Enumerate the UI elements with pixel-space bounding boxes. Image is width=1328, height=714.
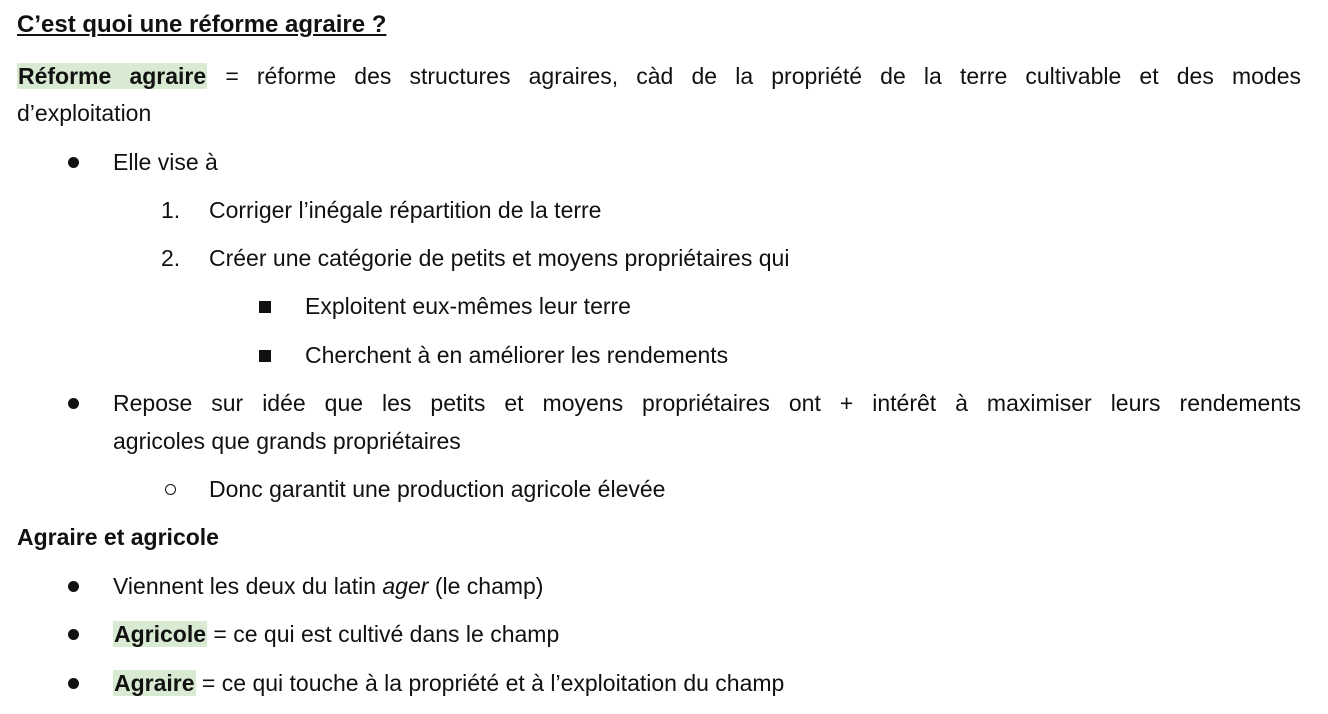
bullet-icon xyxy=(68,629,79,640)
square-bullet-icon xyxy=(259,350,271,362)
definition-text: = réforme des structures agraires, càd de la propriété de la terre cultivable et des modes xyxy=(207,63,1301,89)
section-heading: Agraire et agricole xyxy=(17,524,219,550)
text-segment: (le champ) xyxy=(428,573,544,599)
list-item-text: Créer une catégorie de petits et moyens propriétaires qui xyxy=(209,245,790,271)
number-marker: 1. xyxy=(161,197,181,223)
list-item-text: Repose sur idée que les petits et moyens propriétaires ont + intérêt à maximiser leurs rendements xyxy=(113,390,1301,416)
list-item-text: Cherchent à en améliorer les rendements xyxy=(305,342,729,368)
bullet-icon xyxy=(68,678,79,689)
number-marker: 2. xyxy=(161,245,181,271)
definition-line-1 xyxy=(17,61,1301,91)
text-segment: Viennent les deux du latin xyxy=(113,573,383,599)
list-item-text xyxy=(113,619,559,649)
circle-bullet-icon xyxy=(165,484,176,495)
list-item-text xyxy=(113,668,784,698)
square-bullet-icon xyxy=(259,301,271,313)
list-item-text: Elle vise à xyxy=(113,149,218,175)
list-item-text: Exploitent eux-mêmes leur terre xyxy=(305,293,631,319)
bullet-icon xyxy=(68,398,79,409)
page-title: C’est quoi une réforme agraire ? xyxy=(17,11,387,38)
list-item-text: Donc garantit une production agricole élevée xyxy=(209,476,666,502)
italic-latin-term: ager xyxy=(382,573,429,599)
list-item-text xyxy=(113,571,543,601)
bullet-icon xyxy=(68,581,79,592)
bullet-icon xyxy=(68,157,79,168)
highlight-term-reforme-agraire: Réforme agraire xyxy=(18,63,207,89)
list-item-text: agricoles que grands propriétaires xyxy=(113,428,461,454)
text-segment: = ce qui touche à la propriété et à l’exploitation du champ xyxy=(195,670,785,696)
highlight-term-agraire: Agraire xyxy=(114,670,195,696)
definition-line-2: d’exploitation xyxy=(17,100,152,126)
highlight-term-agricole: Agricole xyxy=(114,621,207,647)
list-item-text: Corriger l’inégale répartition de la terre xyxy=(209,197,602,223)
text-segment: = ce qui est cultivé dans le champ xyxy=(207,621,560,647)
